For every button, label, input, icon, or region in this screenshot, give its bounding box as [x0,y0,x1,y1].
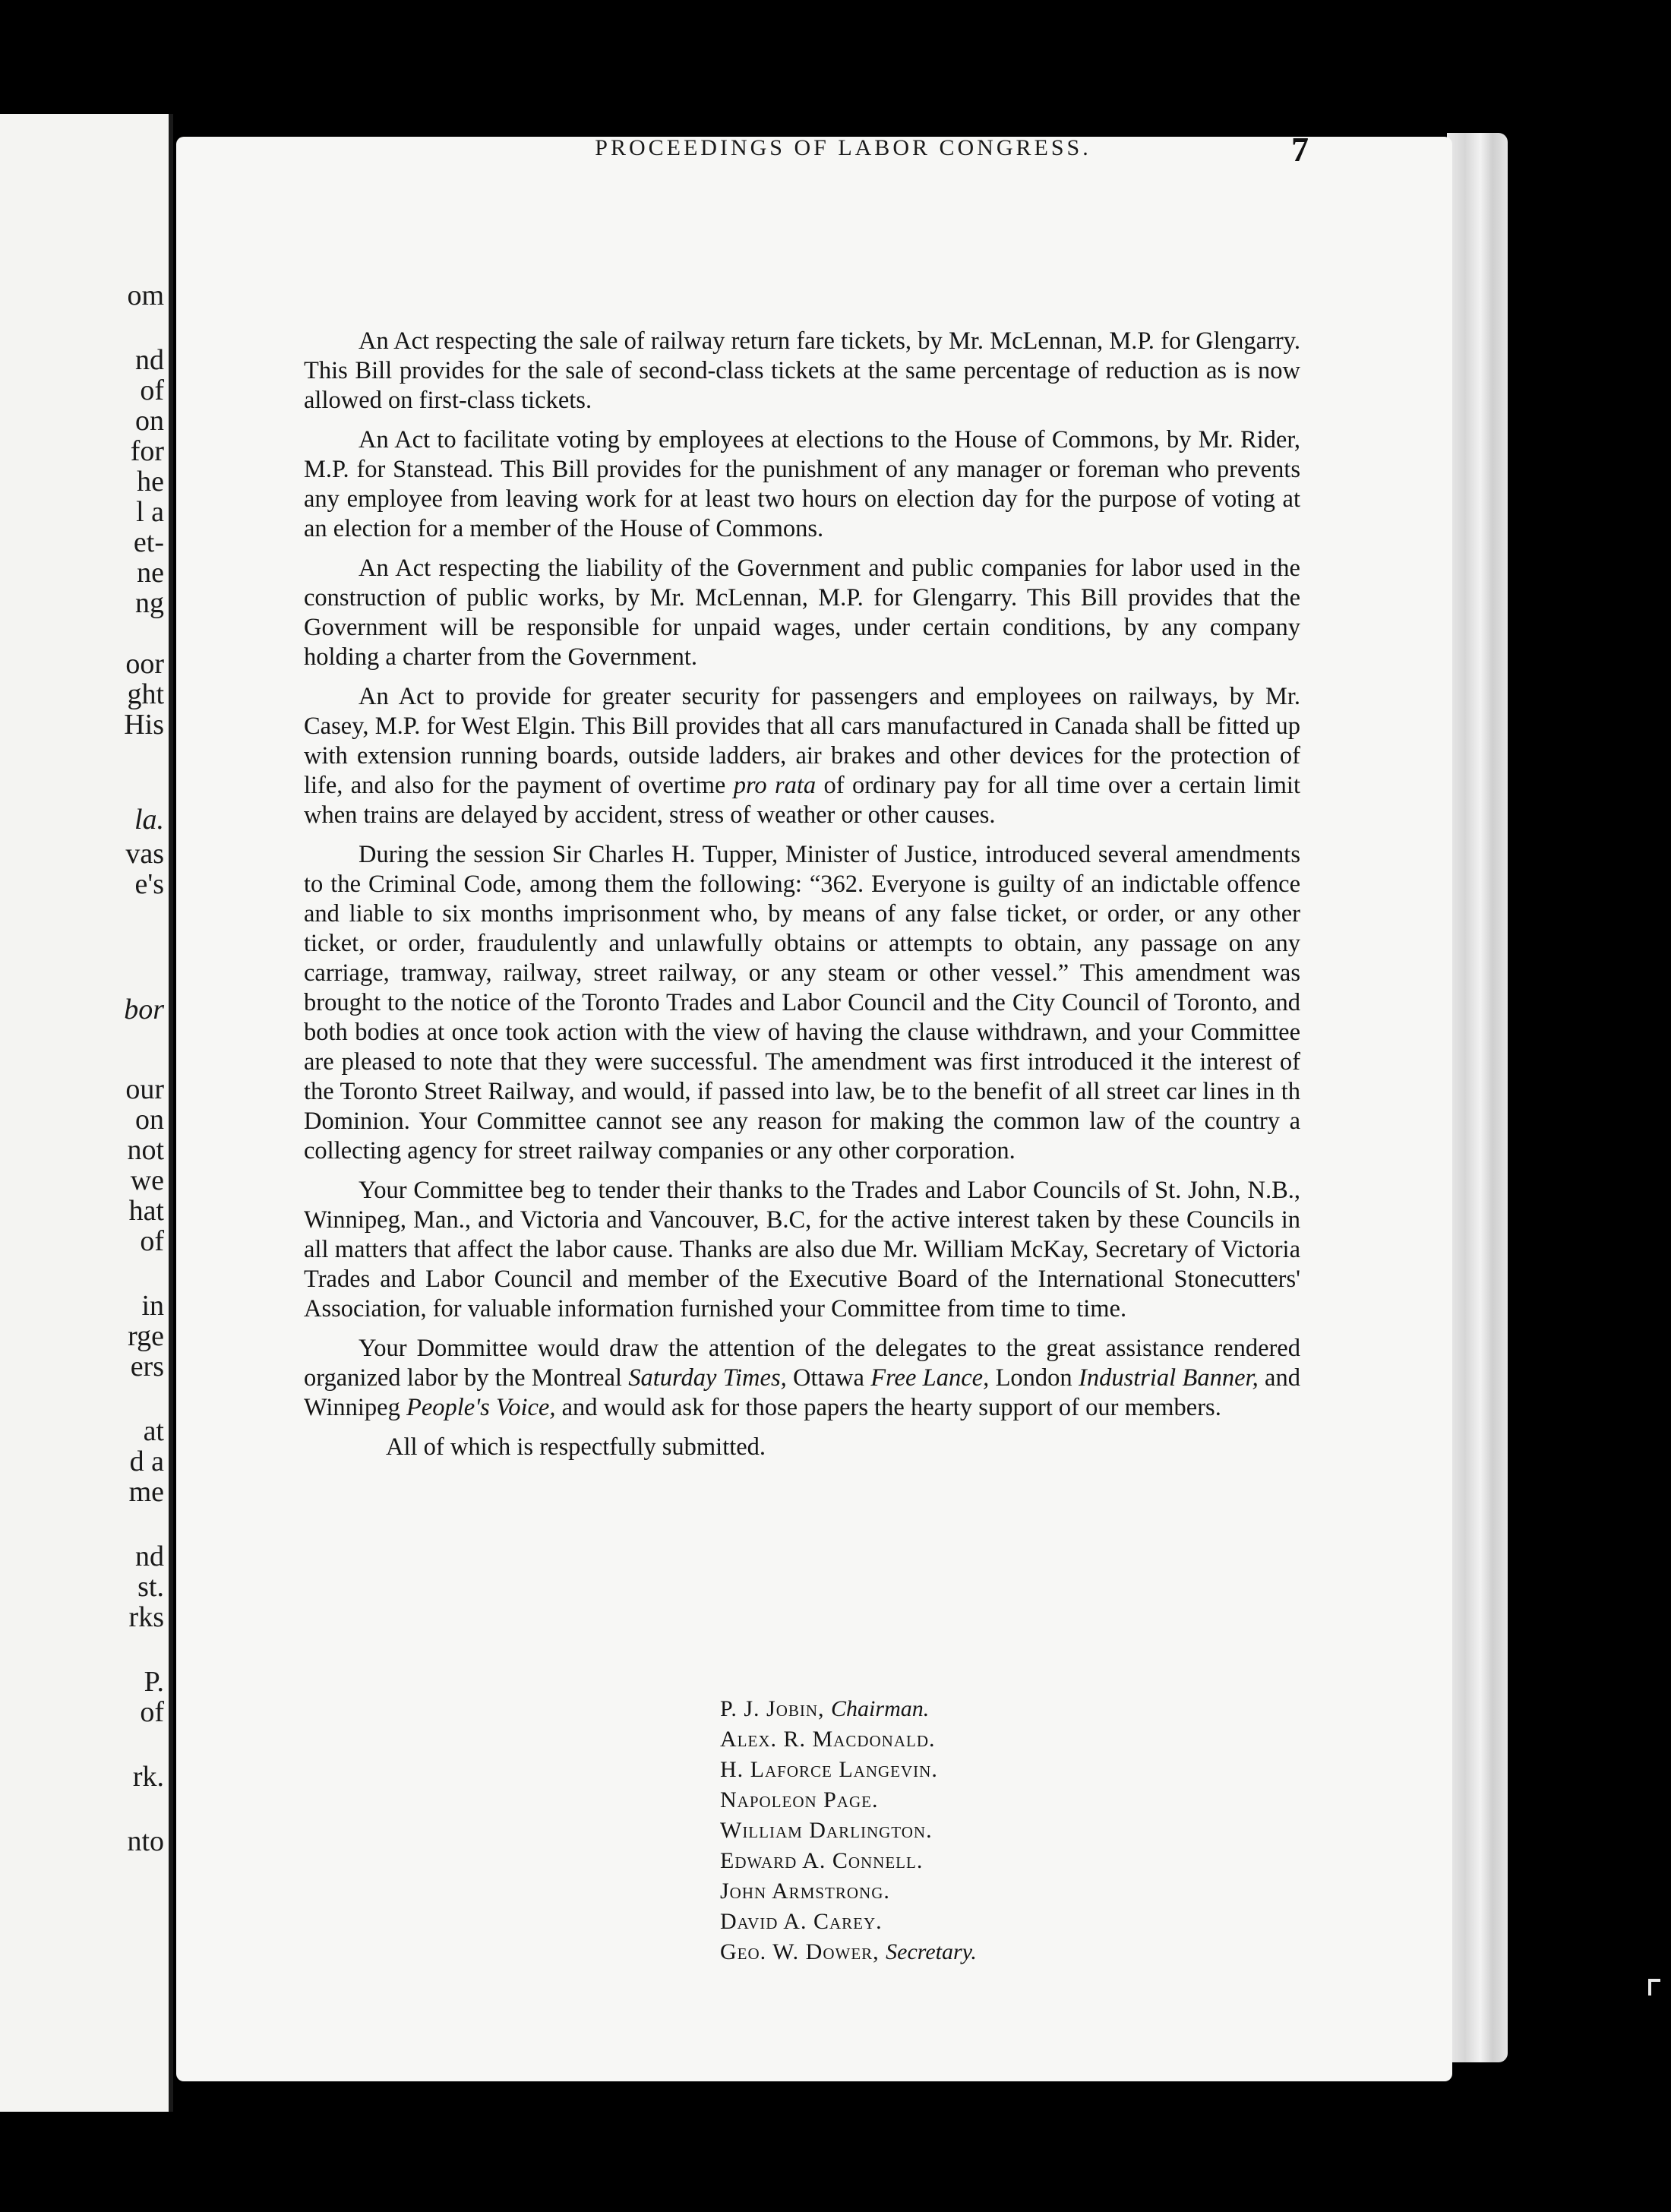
press-paper-industrial-banner: Industrial Banner, [1079,1364,1259,1392]
left-page-fragment: ers [130,1351,164,1382]
signatory [720,1907,977,1937]
left-page-margin [0,114,173,2112]
left-page-fragment: nto [127,1825,164,1857]
railway-text-2: of ordinary pay for all time over a certain limit when trains are delayed by accident, stress of weather or other causes. [304,772,1300,829]
press-paper-free-lance: Free Lance, [870,1364,990,1392]
left-page-fragment: we [130,1164,164,1196]
signatory [720,1846,977,1876]
left-page-fragment: for [130,435,164,467]
left-page-fragment: P. [144,1666,164,1698]
railway-text-1: An Act to provide for greater security for passengers and employees on railways, by Mr. Casey, M.P. for West Elgin. This Bill provides that all cars manufactured in Canada shall be fitted up with extension running boards, outside ladders, air brakes and other devices for the protection of life, and also for the payment of overtime [304,683,1300,799]
left-page-fragment: d a [129,1446,164,1477]
paragraph-return-fare-tickets: An Act respecting the sale of railway return fare tickets, by Mr. McLennan, M.P. for Glengarry. This Bill provides for the sale of second-class tickets at the same percentage of reduction as is now allowed on first-class tickets. [304,327,1300,414]
left-page-fragment: of [140,1696,164,1728]
closing-line: All of which is respectfully submitted. [386,1433,766,1461]
signatory-name: Edward A. Connell. [720,1848,924,1873]
left-page-fragment: vas [125,838,164,870]
left-page-fragment: on [135,1104,164,1136]
left-page-fragment: on [135,405,164,437]
press-text-4: and Winnipeg [304,1364,1300,1421]
signatory [720,1815,977,1846]
left-page-fragment: in [141,1290,164,1322]
left-page-fragment: om [127,280,164,311]
left-page-fragment: nd [135,1540,164,1572]
left-page-fragment: ne [137,557,164,589]
left-page-fragment: la. [134,804,164,836]
paragraph-press [304,1334,1300,1423]
scan-artifact [1648,1979,1651,1996]
left-page-fragment: ght [127,678,164,710]
page-edge [1447,133,1508,2062]
left-page-fragment: me [128,1476,164,1508]
left-page-fragment: ng [135,587,164,619]
left-page-fragment: of [140,374,164,406]
left-page-fragment: not [127,1134,164,1166]
left-page-fragment: rks [128,1601,164,1633]
paragraph-voting-employees: An Act to facilitate voting by employees at elections to the House of Commons, by Mr. Rider, M.P. for Stanstead. This Bill provides for the punishment of any manager or foreman who prevents any employee from leaving work for at least two hours on election day for the purpose of voting at an election for a member of the House of Commons. [304,426,1300,542]
signatory-name: Napoleon Page. [720,1787,879,1812]
signatory-name: P. J. Jobin, [720,1696,825,1721]
left-page-fragment: at [143,1415,164,1447]
paragraph-government-liability: An Act respecting the liability of the Government and public companies for labor used in the construction of public works, by Mr. McLennan, M.P. for Glengarry. This Bill provides that the Government will be responsible for unpaid wages, under certain conditions, by any company holding a charter from the Government. [304,555,1300,671]
press-paper-saturday-times: Saturday Times, [628,1364,787,1392]
signatory [720,1694,977,1724]
left-page-fragment: rk. [132,1761,164,1793]
left-page-fragment: e's [134,868,164,900]
signatory [720,1785,977,1815]
signatory-role: Secretary. [886,1939,977,1964]
railway-italic-pro-rata: pro rata [733,772,817,799]
paragraph-thanks: Your Committee beg to tender their thanks to the Trades and Labor Councils of St. John, N.B., Winnipeg, Man., and Victoria and Vancouver, B.C, for the active interest taken by these Councils in all matters that affect the labor cause. Thanks are also due Mr. William McKay, Secretary of Victoria Trades and Labor Council and member of the Executive Board of the International Stonecutters' Association, for valuable information furnished your Committee from time to time. [304,1177,1300,1322]
press-text-3: London [989,1364,1079,1392]
signatory-name: Geo. W. Dower, [720,1939,880,1964]
left-page-fragment: His [124,709,164,741]
signatory [720,1724,977,1755]
left-page-fragment: he [137,466,164,498]
page-number: 7 [1291,130,1309,169]
press-text-2: Ottawa [786,1364,871,1392]
signatory [720,1937,977,1967]
signatory-name: John Armstrong. [720,1879,890,1904]
left-page-fragment: rge [128,1320,164,1352]
press-text-5: and would ask for those papers the hearty support of our members. [555,1394,1221,1421]
left-page-fragment: l a [136,496,164,528]
signatory-name: David A. Carey. [720,1909,883,1934]
left-page-fragment: bor [124,994,164,1025]
signatory [720,1755,977,1785]
signatory-name: H. Laforce Langevin. [720,1757,938,1782]
press-text-1: Your Dommittee would draw the attention of the delegates to the great assistance rendered organized labor by the Montreal [304,1335,1300,1392]
left-page-fragment: of [140,1225,164,1257]
press-paper-peoples-voice: People's Voice, [406,1394,556,1421]
document-body [304,327,1300,1472]
signatory-name: William Darlington. [720,1818,933,1843]
left-page-fragment: nd [135,344,164,376]
signatory-name: Alex. R. Macdonald. [720,1727,936,1752]
paragraph-railway-security [304,682,1300,830]
left-page-fragment: oor [125,648,164,680]
left-page-fragment: et- [133,526,164,558]
signatory [720,1876,977,1907]
paragraph-criminal-code: During the session Sir Charles H. Tupper, Minister of Justice, introduced several amendments to the Criminal Code, among them the following: “362. Everyone is guilty of an indictable offence and liable to six months imprisonment who, by means of any false ticket, or order, or any other ticket, or order, fraudulently and unlawfully obtains or attempts to obtain, any passage on any carriage, tramway, railway, street railway, or any steam or other vessel.” This amendment was brought to the notice of the Toronto Trades and Labor Council and the City Council of Toronto, and both bodies at once took action with the view of having the clause withdrawn, and your Committee are pleased to note that they were successful. The amendment was first introduced it the interest of the Toronto Street Railway, and would, if passed into law, be to the benefit of all street car lines in th Dominion. Your Committee cannot see any reason for making the common law of the country a collecting agency for street railway companies or any other corporation. [304,841,1300,1164]
left-page-fragment: hat [128,1195,164,1227]
left-page-fragment: st. [137,1571,164,1603]
signatories-list [720,1694,977,1967]
signatory-role: Chairman. [831,1696,930,1721]
left-page-fragment: our [125,1073,164,1105]
running-head: PROCEEDINGS OF LABOR CONGRESS. [595,135,1091,160]
